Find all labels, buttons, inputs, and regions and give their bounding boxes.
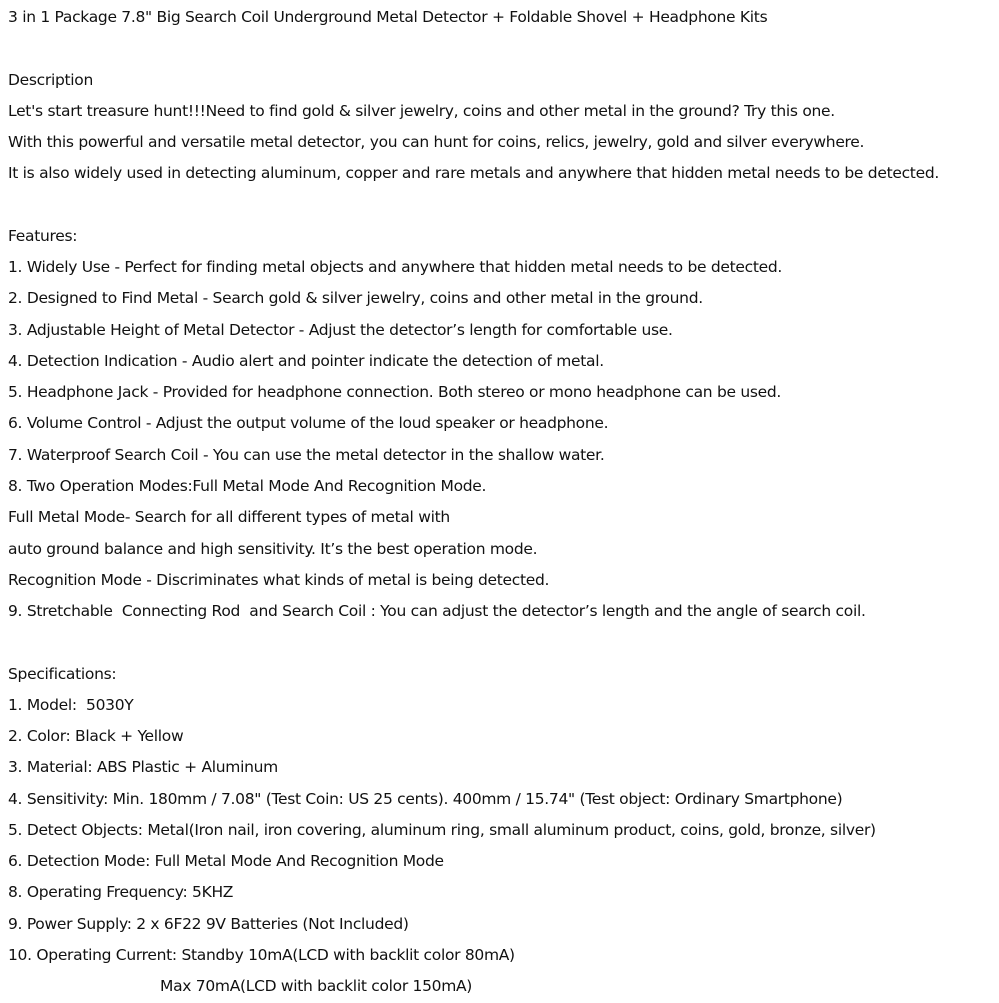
blank-line <box>8 190 993 221</box>
description-heading: Description <box>8 70 93 89</box>
blank-line <box>8 627 993 658</box>
specifications-heading: Specifications: <box>8 664 117 683</box>
spec-line-continuation: Max 70mA(LCD with backlit color 150mA) <box>160 977 473 996</box>
features-heading: Features: <box>8 226 78 245</box>
feature-line: 1. Widely Use - Perfect for finding metal objects and anywhere that hidden metal needs to be detected. <box>8 258 783 277</box>
spec-line: 2. Color: Black + Yellow <box>8 727 184 746</box>
spec-line: 5. Detect Objects: Metal(Iron nail, iron covering, aluminum ring, small aluminum product, coins, gold, bronze, silver) <box>8 820 876 839</box>
feature-line: 9. Stretchable Connecting Rod and Search Coil : You can adjust the detector’s length and the angle of search coil. <box>8 602 866 621</box>
spec-line: 10. Operating Current: Standby 10mA(LCD with backlit color 80mA) <box>8 945 515 964</box>
description-line: Let's start treasure hunt!!!Need to find gold & silver jewelry, coins and other metal in the ground? Try this one. <box>8 101 835 120</box>
feature-line: Recognition Mode - Discriminates what kinds of metal is being detected. <box>8 570 550 589</box>
feature-line: 3. Adjustable Height of Metal Detector - Adjust the detector’s length for comfortable use. <box>8 320 673 339</box>
spec-line: 3. Material: ABS Plastic + Aluminum <box>8 758 278 777</box>
feature-line: 4. Detection Indication - Audio alert and pointer indicate the detection of metal. <box>8 351 604 370</box>
feature-line: 7. Waterproof Search Coil - You can use the metal detector in the shallow water. <box>8 445 605 464</box>
feature-line: auto ground balance and high sensitivity. It’s the best operation mode. <box>8 539 538 558</box>
feature-line: 5. Headphone Jack - Provided for headphone connection. Both stereo or mono headphone can be used. <box>8 383 782 402</box>
spec-line: 8. Operating Frequency: 5KHZ <box>8 883 234 902</box>
feature-line: 6. Volume Control - Adjust the output volume of the loud speaker or headphone. <box>8 414 609 433</box>
product-description-document <box>8 2 993 1003</box>
feature-line: Full Metal Mode- Search for all different types of metal with <box>8 508 450 527</box>
spec-line: 9. Power Supply: 2 x 6F22 9V Batteries (Not Included) <box>8 914 409 933</box>
description-line: With this powerful and versatile metal detector, you can hunt for coins, relics, jewelry, gold and silver everywhere. <box>8 133 865 152</box>
feature-line: 2. Designed to Find Metal - Search gold & silver jewelry, coins and other metal in the ground. <box>8 289 703 308</box>
spec-line: 1. Model: 5030Y <box>8 695 134 714</box>
spec-line: 4. Sensitivity: Min. 180mm / 7.08" (Test Coin: US 25 cents). 400mm / 15.74" (Test object: Ordinary Smartphone) <box>8 789 843 808</box>
product-title: 3 in 1 Package 7.8" Big Search Coil Underground Metal Detector + Foldable Shovel + Headphone Kits <box>8 8 768 26</box>
spec-line: 6. Detection Mode: Full Metal Mode And Recognition Mode <box>8 852 444 871</box>
description-line: It is also widely used in detecting aluminum, copper and rare metals and anywhere that hidden metal needs to be detected. <box>8 164 939 183</box>
feature-line: 8. Two Operation Modes:Full Metal Mode And Recognition Mode. <box>8 476 487 495</box>
blank-line <box>8 33 993 64</box>
